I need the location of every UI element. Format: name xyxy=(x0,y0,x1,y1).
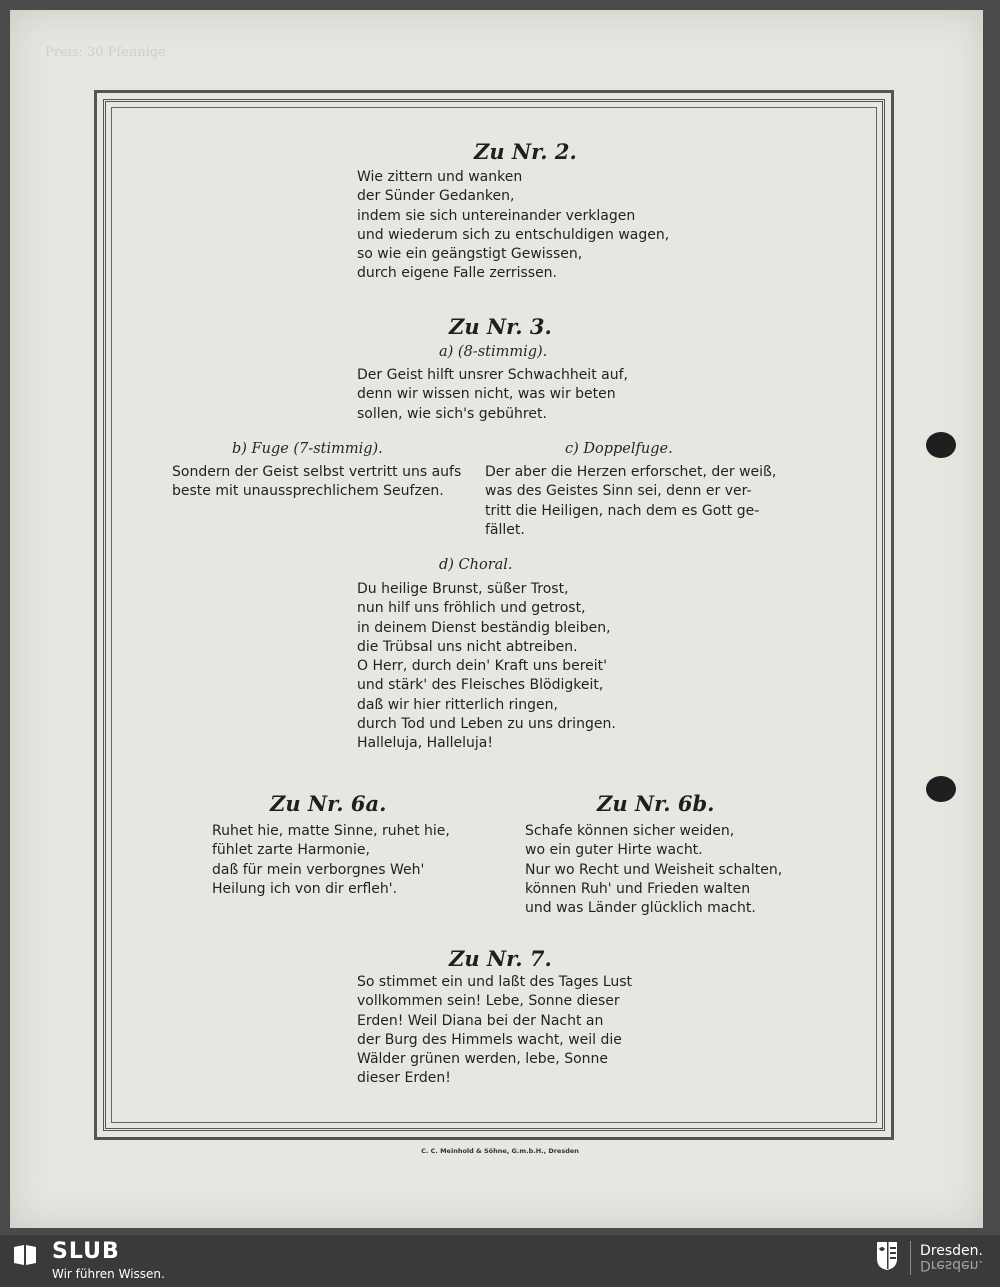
heading-nr2: Zu Nr. 2. xyxy=(474,139,577,164)
label-nr3-c: c) Doppelfuge. xyxy=(565,441,673,457)
slub-book-icon xyxy=(12,1243,38,1267)
label-nr3-d: d) Choral. xyxy=(439,557,513,573)
heading-nr6a: Zu Nr. 6a. xyxy=(270,791,387,816)
dresden-logo-mirror: Dresden. xyxy=(920,1257,983,1273)
text-nr2: Wie zittern und wanken der Sünder Gedanken, indem sie sich untereinander verklagen und wiederum sich zu entschuldigen wagen, so wie ein geängstigt Gewissen, durch eigene Falle zerrissen. xyxy=(357,169,670,282)
footer-separator xyxy=(910,1241,911,1275)
ghost-price-text: Preis: 30 Pfennige xyxy=(45,45,166,60)
slub-logo-text[interactable]: SLUB xyxy=(52,1239,120,1264)
label-nr3-b: b) Fuge (7-stimmig). xyxy=(232,441,383,457)
dresden-crest-icon xyxy=(876,1241,898,1271)
text-nr3-b: Sondern der Geist selbst vertritt uns aufs beste mit unaussprechlichem Seufzen. xyxy=(172,464,462,500)
slub-tagline: Wir führen Wissen. xyxy=(52,1267,165,1281)
text-nr3-a: Der Geist hilft unsrer Schwachheit auf, denn wir wissen nicht, was wir beten sollen, wie sich's gebühret. xyxy=(357,367,628,422)
printer-imprint: C. C. Meinhold & Söhne, G.m.b.H., Dresden xyxy=(421,1147,579,1155)
heading-nr3: Zu Nr. 3. xyxy=(449,314,552,339)
text-nr3-d: Du heilige Brunst, süßer Trost, nun hilf uns fröhlich und getrost, in deinem Dienst beständig bleiben, die Trübsal uns nicht abtreiben. O Herr, durch dein' Kraft uns bereit' und stärk' des Fleisches Blödigkeit, daß wir hier ritterlich ringen, durch Tod und Leben zu uns dringen. Halleluja, Halleluja! xyxy=(357,581,616,752)
text-nr6b: Schafe können sicher weiden, wo ein guter Hirte wacht. Nur wo Recht und Weisheit schalten, können Ruh' und Frieden walten und was Länder glücklich macht. xyxy=(525,823,783,917)
text-nr3-c: Der aber die Herzen erforschet, der weiß, was des Geistes Sinn sei, denn er ver- tritt die Heiligen, nach dem es Gott ge- fället. xyxy=(485,464,777,538)
punch-hole xyxy=(926,776,956,802)
label-nr3-a: a) (8-stimmig). xyxy=(439,344,548,360)
heading-nr7: Zu Nr. 7. xyxy=(449,946,552,971)
heading-nr6b: Zu Nr. 6b. xyxy=(597,791,715,816)
dresden-logo-text[interactable]: Dresden. xyxy=(920,1243,983,1259)
text-nr6a: Ruhet hie, matte Sinne, ruhet hie, fühlet zarte Harmonie, daß für mein verborgnes Weh' Heilung ich von dir erfleh'. xyxy=(212,823,450,897)
text-nr7: So stimmet ein und laßt des Tages Lust vollkommen sein! Lebe, Sonne dieser Erden! Weil Diana bei der Nacht an der Burg des Himmels wacht, weil die Wälder grünen werden, lebe, Sonne dieser Erden! xyxy=(357,974,633,1087)
footer-bar xyxy=(0,1235,1000,1287)
punch-hole xyxy=(926,432,956,458)
